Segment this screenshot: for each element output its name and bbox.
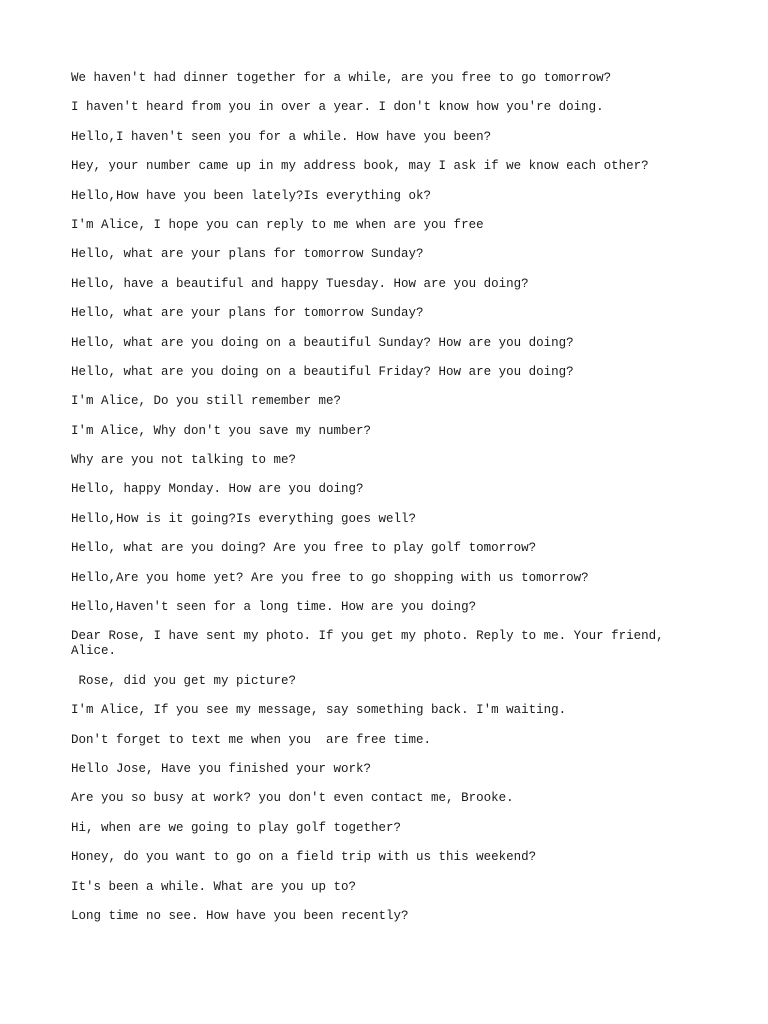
text-line: Hey, your number came up in my address book, may I ask if we know each other?	[71, 159, 649, 174]
text-line: Hello, what are your plans for tomorrow Sunday?	[71, 306, 424, 321]
text-line: I'm Alice, Do you still remember me?	[71, 394, 342, 409]
text-line: Hello, what are you doing on a beautiful Friday? How are you doing?	[71, 364, 574, 379]
text-line: Hello, have a beautiful and happy Tuesday. How are you doing?	[71, 276, 529, 291]
text-line: Are you so busy at work? you don't even contact me, Brooke.	[71, 791, 514, 806]
text-line: Hello Jose, Have you finished your work?	[71, 761, 372, 776]
text-line: Hello,Haven't seen for a long time. How are you doing?	[71, 600, 477, 615]
text-line: We haven't had dinner together for a while, are you free to go tomorrow?	[71, 71, 612, 85]
text-line: Hi, when are we going to play golf together?	[71, 820, 402, 835]
text-line: Long time no see. How have you been recently?	[71, 908, 409, 923]
text-line: Hello, what are you doing? Are you free to play golf tomorrow?	[71, 541, 537, 556]
text-line: Hello,How is it going?Is everything goes well?	[71, 511, 417, 526]
text-line: Dear Rose, I have sent my photo. If you get my photo. Reply to me. Your friend, Alice.	[71, 629, 664, 659]
text-line: I'm Alice, I hope you can reply to me when are you free	[71, 217, 484, 232]
text-line: Hello, happy Monday. How are you doing?	[71, 482, 364, 497]
text-line: Hello, what are you doing on a beautiful Sunday? How are you doing?	[71, 335, 574, 350]
document-page	[71, 71, 711, 938]
text-line: I'm Alice, If you see my message, say something back. I'm waiting.	[71, 703, 567, 718]
text-line: It's been a while. What are you up to?	[71, 879, 357, 894]
text-line: Hello,How have you been lately?Is everything ok?	[71, 188, 432, 203]
text-line: Hello, what are your plans for tomorrow Sunday?	[71, 247, 424, 262]
text-line: I'm Alice, Why don't you save my number?	[71, 423, 372, 438]
text-line: I haven't heard from you in over a year. I don't know how you're doing.	[71, 100, 604, 115]
text-line: Why are you not talking to me?	[71, 453, 297, 468]
text-line: Hello,Are you home yet? Are you free to go shopping with us tomorrow?	[71, 570, 589, 585]
text-line: Hello,I haven't seen you for a while. How have you been?	[71, 129, 492, 144]
text-line: Rose, did you get my picture?	[71, 673, 297, 688]
text-line: Honey, do you want to go on a field trip with us this weekend?	[71, 850, 537, 865]
text-line: Don't forget to text me when you are free time.	[71, 732, 432, 747]
